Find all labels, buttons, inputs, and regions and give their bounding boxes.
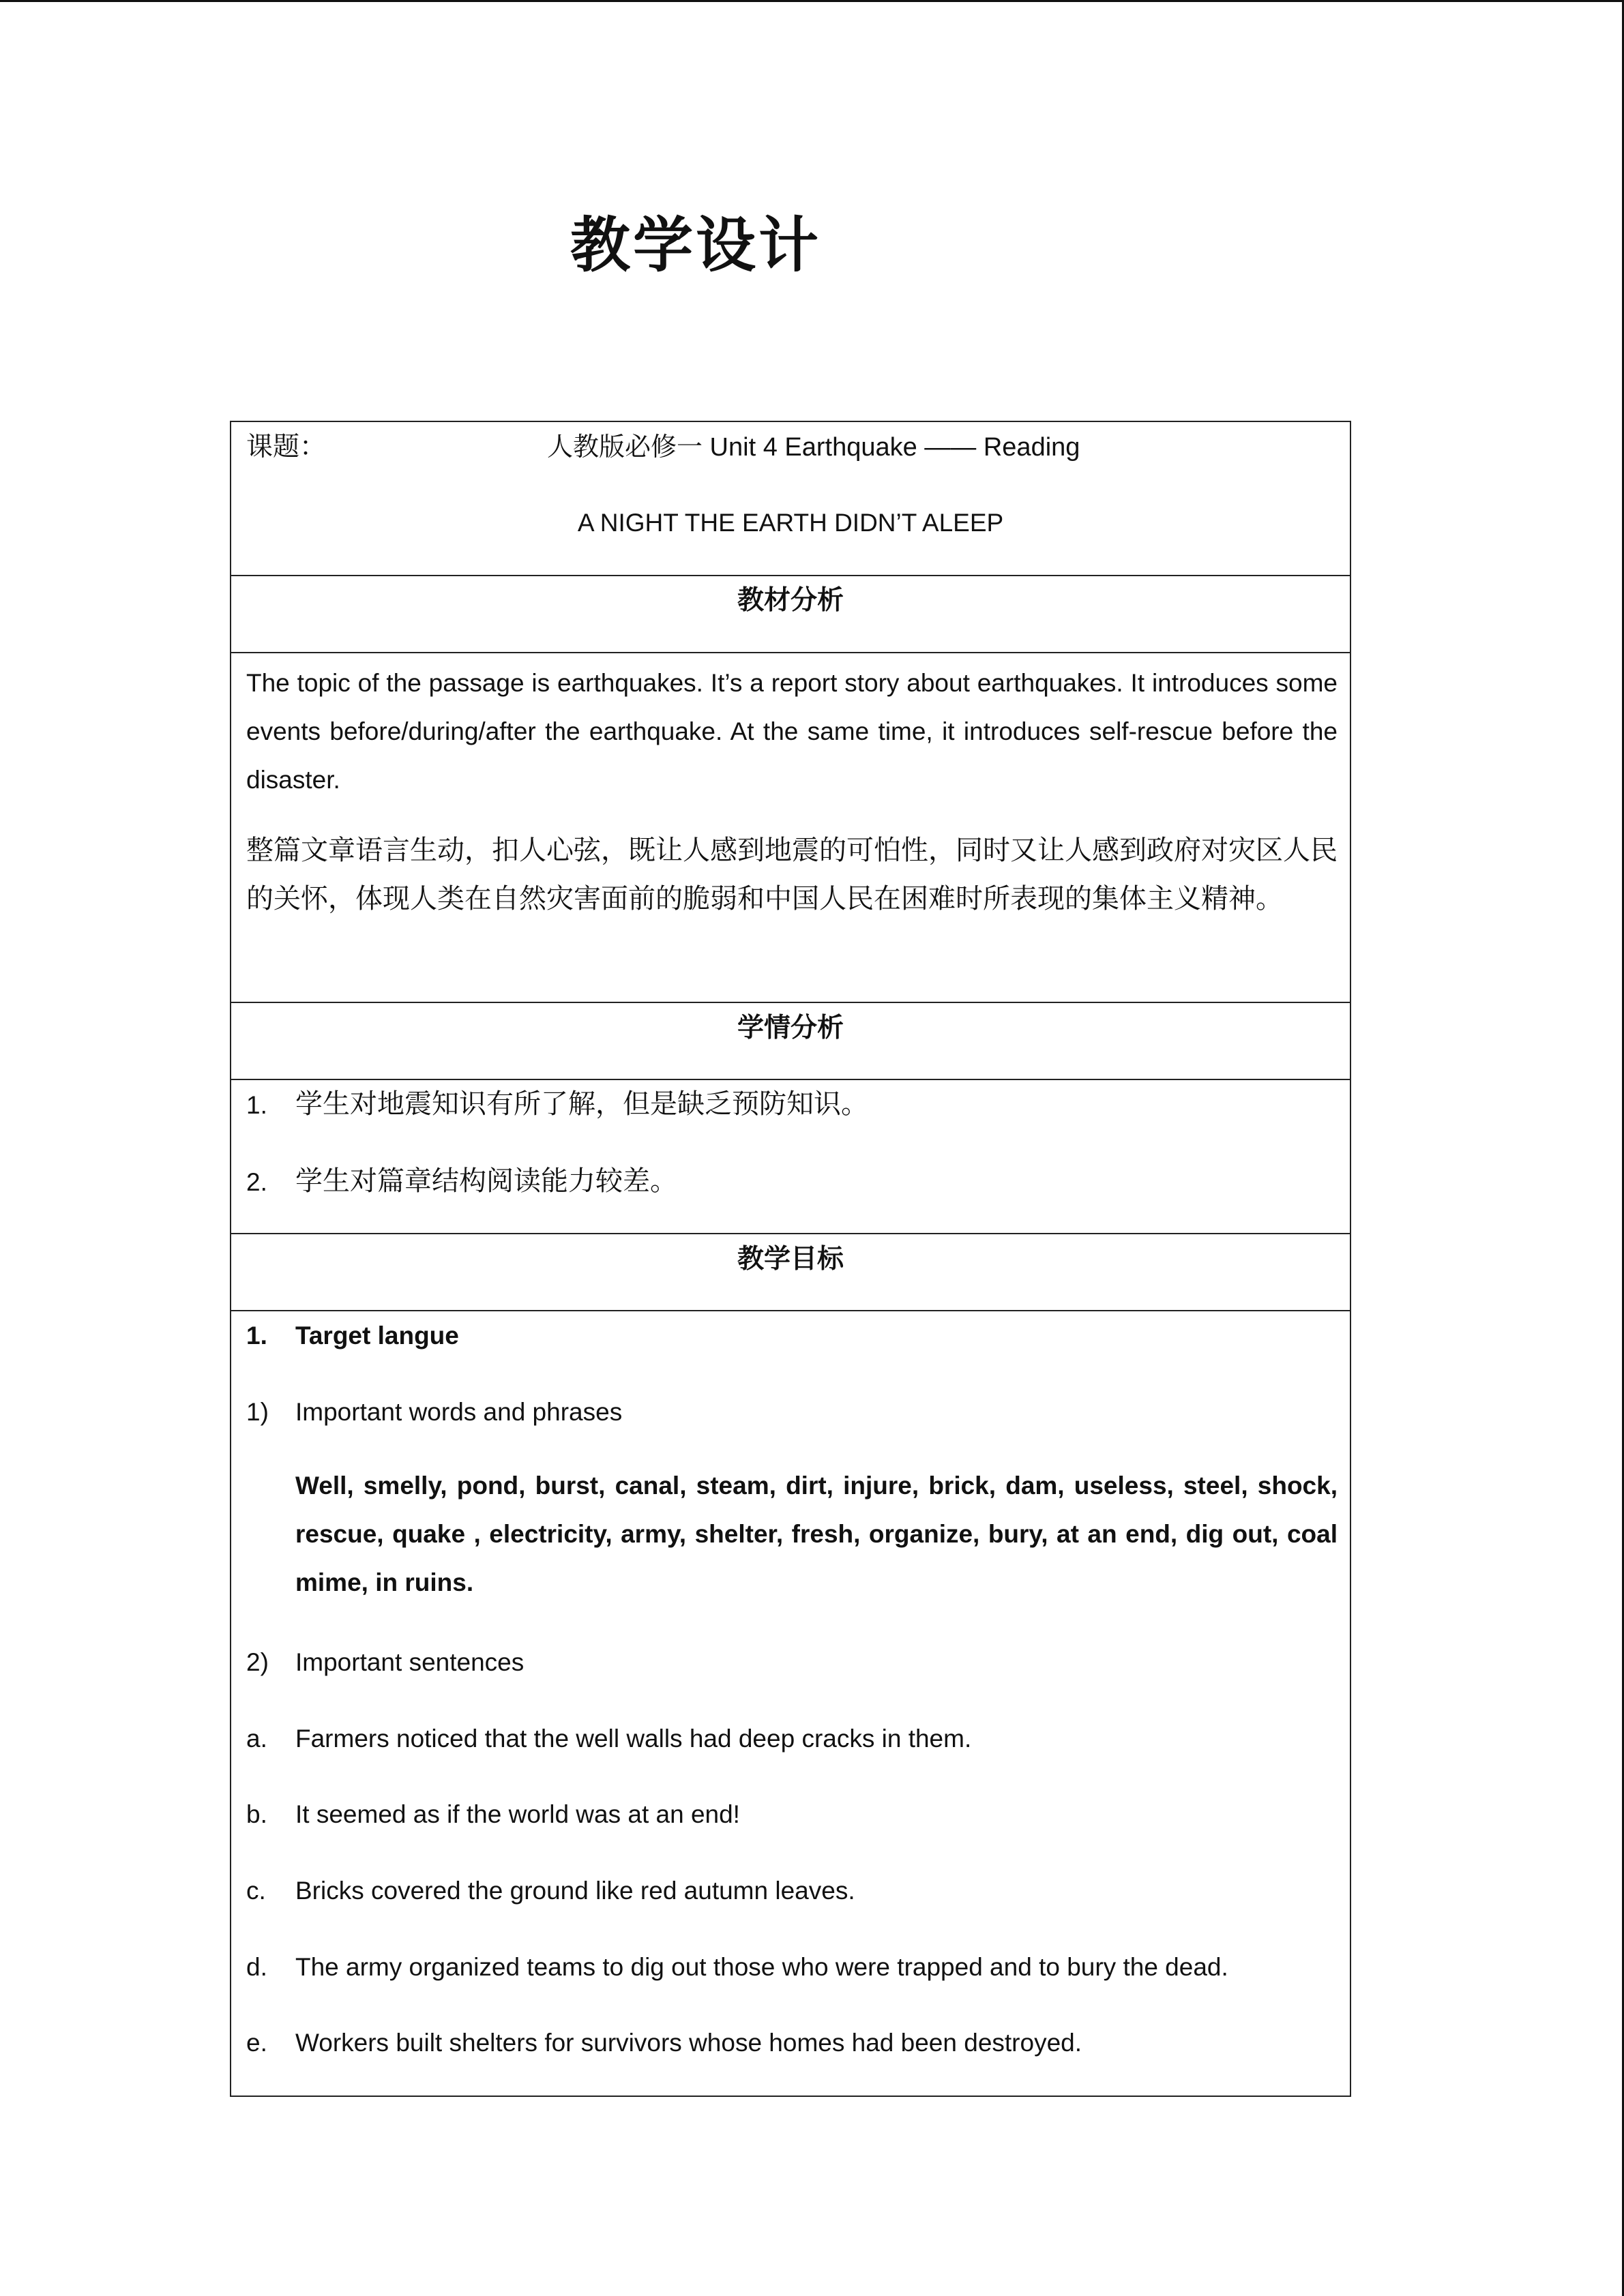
- document-title: 教学设计: [570, 209, 821, 280]
- lesson-plan-table: [230, 421, 1351, 2097]
- row-divider: [231, 1310, 1350, 1311]
- student-analysis-item: 学生对地震知识有所了解，但是缺乏预防知识。: [295, 1088, 868, 1120]
- important-words-list: Well, smelly, pond, burst, canal, steam, dirt, injure, brick, dam, useless, steel, shock, rescue, quake , electricity, army, shelter, fresh, organize, bury, at an end, dig out, coal mime, in ruins.: [295, 1472, 1338, 1596]
- important-words-label: Important words and phrases: [295, 1398, 623, 1426]
- topic-label: 课题：: [246, 432, 327, 462]
- student-analysis-item: 学生对篇章结构阅读能力较差。: [295, 1165, 677, 1197]
- material-analysis-paragraph-cn: 整篇文章语言生动，扣人心弦，既让人感到地震的可怕性，同时又让人感到政府对灾区人民的关怀，体现人类在自然灾害面前的脆弱和中国人民在困难时所表现的集体主义精神。: [246, 835, 1338, 914]
- material-analysis-heading: 教材分析: [737, 586, 844, 615]
- student-analysis-heading: 学情分析: [737, 1013, 844, 1043]
- sentence-item: It seemed as if the world was at an end!: [295, 1800, 740, 1828]
- material-analysis-paragraph-en: The topic of the passage is earthquakes. It’s a report story about earthquakes. It introduces some events before/during/after the earthquake. At the same time, it introduces self-rescue before the disaster.: [246, 669, 1338, 794]
- list-item-number: e.: [246, 2029, 267, 2057]
- row-divider: [231, 575, 1350, 576]
- list-item-number: 1.: [246, 1091, 267, 1119]
- page-top-border: [0, 0, 1624, 2]
- row-divider: [231, 1233, 1350, 1234]
- list-item-number: 2.: [246, 1168, 267, 1196]
- topic-lesson-title: A NIGHT THE EARTH DIDN’T ALEEP: [577, 509, 1004, 537]
- list-item-number: 1): [246, 1398, 269, 1426]
- row-divider: [231, 1002, 1350, 1003]
- list-item-number: b.: [246, 1800, 267, 1828]
- sentence-item: Farmers noticed that the well walls had deep cracks in them.: [295, 1725, 972, 1753]
- list-item-number: a.: [246, 1725, 267, 1753]
- row-divider: [231, 652, 1350, 653]
- important-sentences-label: Important sentences: [295, 1648, 525, 1676]
- list-item-number: 1.: [246, 1322, 267, 1350]
- row-divider: [231, 1079, 1350, 1080]
- list-item-number: c.: [246, 1877, 266, 1905]
- topic-course: 人教版必修一 Unit 4 Earthquake —— Reading: [547, 433, 1080, 462]
- teaching-goals-heading: 教学目标: [737, 1244, 844, 1274]
- target-language-heading: Target langue: [295, 1322, 459, 1350]
- sentence-item: Bricks covered the ground like red autumn leaves.: [295, 1877, 855, 1905]
- sentence-item: Workers built shelters for survivors whose homes had been destroyed.: [295, 2029, 1082, 2057]
- list-item-number: 2): [246, 1648, 269, 1676]
- list-item-number: d.: [246, 1953, 267, 1981]
- sentence-item: The army organized teams to dig out those who were trapped and to bury the dead.: [295, 1953, 1228, 1981]
